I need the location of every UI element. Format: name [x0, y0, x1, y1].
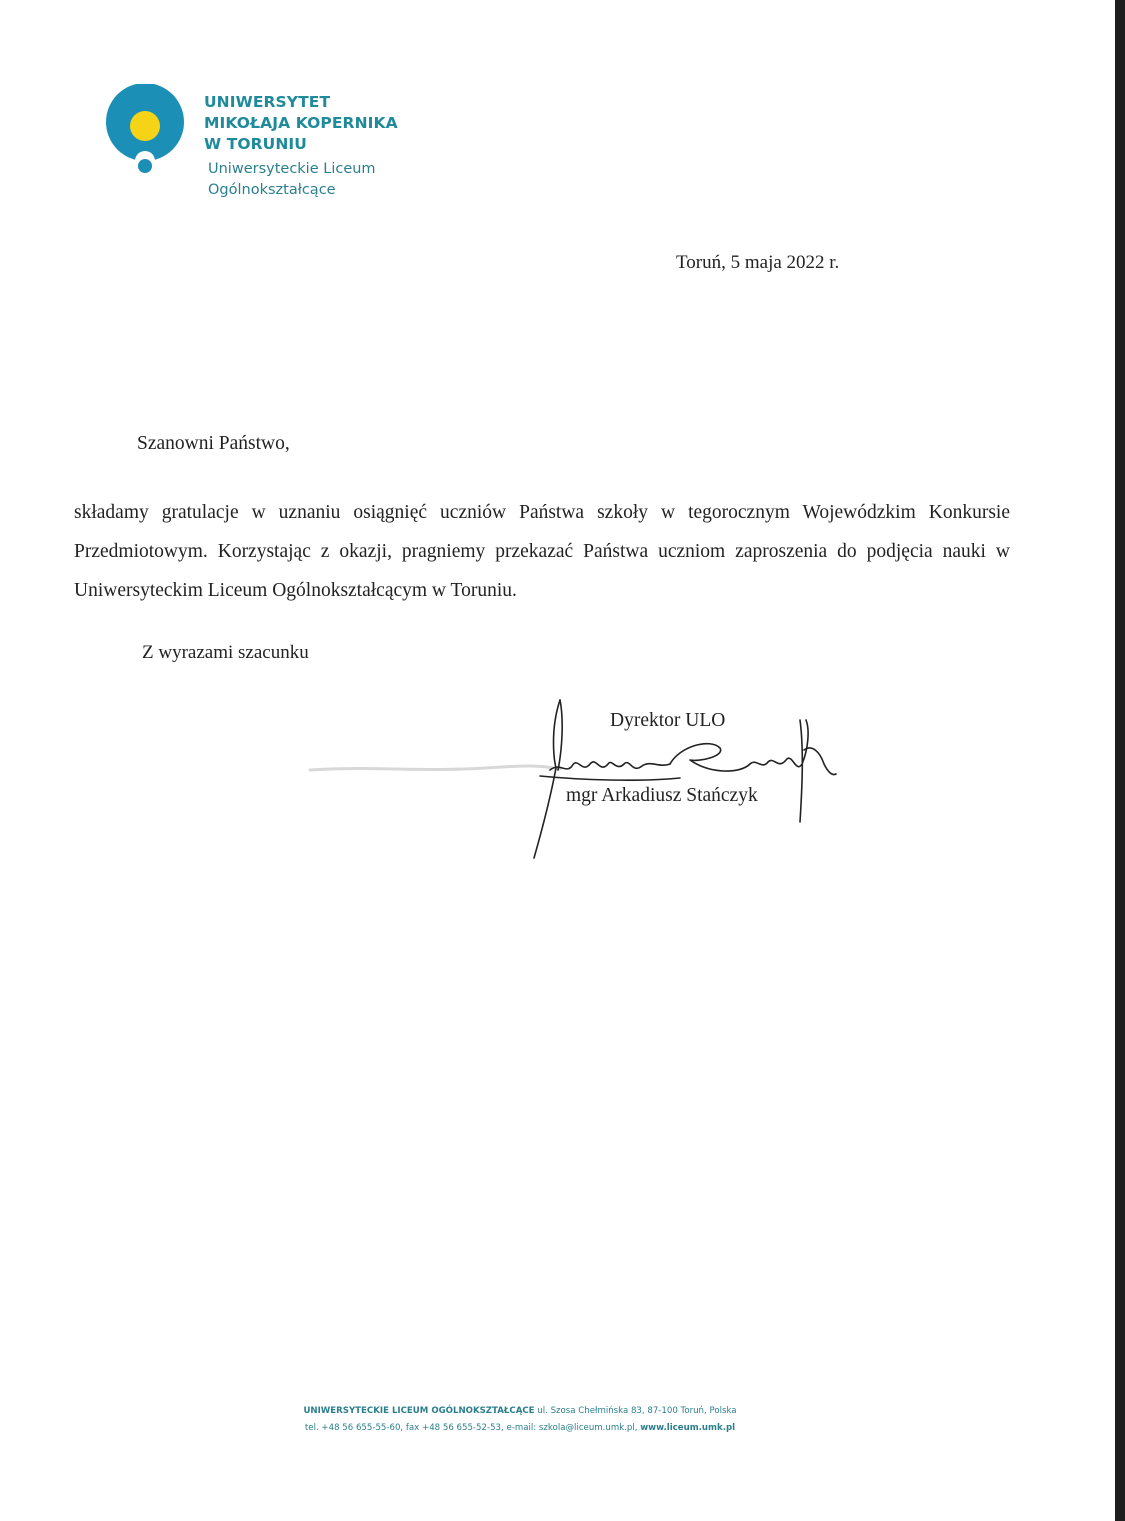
university-logo	[104, 84, 186, 174]
university-name-line-2: MIKOŁAJA KOPERNIKA	[204, 114, 398, 132]
university-name	[204, 92, 398, 155]
logo-small-dot	[138, 159, 152, 173]
closing-phrase: Z wyrazami szacunku	[142, 642, 309, 663]
university-name-line-3: W TORUNIU	[204, 135, 307, 153]
school-name-line-2: Ogólnokształcące	[208, 182, 336, 198]
school-name-line-1: Uniwersyteckie Liceum	[208, 161, 376, 177]
letterhead-footer	[230, 1403, 810, 1437]
footer-contact: tel. +48 56 655-55-60, fax +48 56 655-52-53, e-mail: szkola@liceum.umk.pl,	[304, 1423, 638, 1433]
signer-name: mgr Arkadiusz Stańczyk	[566, 785, 758, 806]
footer-school-name: UNIWERSYTECKIE LICEUM OGÓLNOKSZTAŁCĄCE	[303, 1406, 535, 1416]
salutation: Szanowni Państwo,	[137, 433, 290, 454]
signer-title: Dyrektor ULO	[610, 710, 726, 731]
logo-yellow-dot	[130, 111, 160, 141]
footer-address-line	[230, 1403, 810, 1420]
letter-body: składamy gratulacje w uznaniu osiągnięć uczniów Państwa szkoły w tegorocznym Wojewódzkim Konkursie Przedmiotowym. Korzystając z okazji, pragniemy przekazać Państwa uczniom zaproszenia do podjęcia nauki w Uniwersyteckim Liceum Ogólnokształcącym w Toruniu.	[74, 502, 1010, 601]
school-name	[208, 159, 376, 201]
letter-date: Toruń, 5 maja 2022 r.	[676, 252, 840, 273]
footer-website-link[interactable]: www.liceum.umk.pl	[640, 1423, 736, 1433]
university-name-line-1: UNIWERSYTET	[204, 93, 331, 111]
footer-address: ul. Szosa Chełmińska 83, 87-100 Toruń, Polska	[537, 1406, 737, 1416]
footer-contact-line	[230, 1420, 810, 1437]
scan-border	[1115, 0, 1125, 1521]
